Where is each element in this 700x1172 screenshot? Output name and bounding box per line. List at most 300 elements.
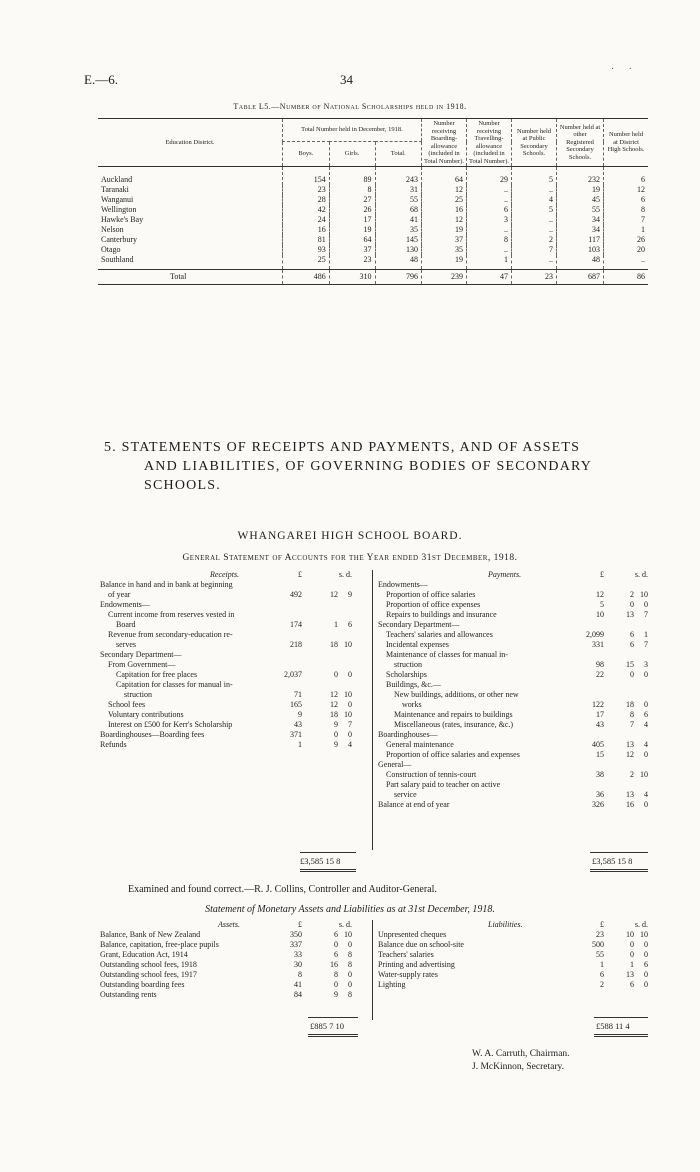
totals-district-high: 86: [604, 270, 649, 285]
statement-line: [378, 800, 648, 810]
section-title-line1: 5. STATEMENTS OF RECEIPTS AND PAYMENTS, AND OF ASSETS: [104, 440, 581, 455]
amount-shillings: 12: [626, 750, 634, 759]
amount-pence: 3: [644, 660, 648, 669]
statement-line: [100, 690, 368, 700]
cell-boys: 42: [283, 205, 330, 215]
totals-travelling: 47: [467, 270, 512, 285]
amount-shillings: 0: [334, 670, 338, 679]
amount-pence: 7: [644, 610, 648, 619]
amount-pence: 0: [644, 700, 648, 709]
amount-shillings: 0: [630, 950, 634, 959]
amount-pence: 10: [640, 770, 648, 779]
cell-travelling: ..: [467, 245, 512, 255]
amount-pence: 10: [344, 640, 352, 649]
amount-pounds: 8: [298, 970, 302, 979]
header-girls: Girls.: [329, 142, 375, 167]
cell-dhs: 12: [604, 185, 649, 195]
cell-registered: 34: [557, 215, 604, 225]
amount-pence: 0: [348, 670, 352, 679]
cell-girls: 37: [329, 245, 375, 255]
statement-line: [378, 660, 648, 670]
cell-total: 130: [375, 245, 422, 255]
amount-shillings: 6: [334, 930, 338, 939]
payments-total-double-rule: [590, 869, 648, 872]
cell-district: Wellington: [101, 205, 137, 214]
amount-pounds: 22: [596, 670, 604, 679]
line-label: Capitation for classes for manual in-: [116, 680, 233, 689]
assets-total: £885 7 10: [310, 1021, 344, 1031]
statement-line: [100, 740, 368, 750]
cell-public: 5: [512, 167, 557, 186]
statement-line: [100, 960, 368, 970]
amount-pence: 0: [644, 750, 648, 759]
statement-line: [378, 650, 648, 660]
amount-shillings: 0: [630, 600, 634, 609]
statement-line: [100, 640, 368, 650]
cell-district: Otago: [101, 245, 121, 254]
amount-pounds: 71: [294, 690, 302, 699]
cell-dhs: 20: [604, 245, 649, 255]
amount-shillings: 0: [334, 980, 338, 989]
table-row: [98, 225, 648, 235]
amount-pounds: 337: [290, 940, 302, 949]
amount-pounds: 5: [600, 600, 604, 609]
amount-shillings: 2: [630, 590, 634, 599]
amount-shillings: 13: [626, 970, 634, 979]
amount-pounds: 326: [592, 800, 604, 809]
amount-shillings: 13: [626, 740, 634, 749]
assets-heading: Assets.: [218, 920, 240, 929]
amount-shillings: 0: [334, 730, 338, 739]
cell-dhs: 1: [604, 225, 649, 235]
cell-dhs: 7: [604, 215, 649, 225]
cell-registered: 117: [557, 235, 604, 245]
assets-total-rule: [308, 1017, 358, 1018]
monetary-statement-title: Statement of Monetary Assets and Liabilities as at 31st December, 1918.: [205, 904, 495, 915]
line-label: Outstanding school fees, 1918: [100, 960, 197, 969]
statement-line: [378, 780, 648, 790]
header-boys: Boys.: [283, 142, 330, 167]
amount-pounds: 492: [290, 590, 302, 599]
amount-pounds: 55: [596, 950, 604, 959]
cell-boys: 154: [283, 167, 330, 186]
totals-registered: 687: [557, 270, 604, 285]
cell-boys: 81: [283, 235, 330, 245]
statement-line: [100, 930, 368, 940]
signature-secretary: J. McKinnon, Secretary.: [472, 1062, 564, 1072]
line-label: New buildings, additions, or other new: [394, 690, 519, 699]
amount-pence: 10: [344, 690, 352, 699]
cell-district: Hawke's Bay: [101, 215, 144, 224]
amount-pounds: 15: [596, 750, 604, 759]
amount-pounds: 1: [298, 740, 302, 749]
cell-dhs: 6: [604, 195, 649, 205]
amount-pounds: 38: [596, 770, 604, 779]
statement-line: [100, 700, 368, 710]
cell-boarding: 25: [422, 195, 467, 205]
cell-girls: 17: [329, 215, 375, 225]
signature-chairman: W. A. Carruth, Chairman.: [472, 1049, 570, 1059]
receipts-col-pounds: £: [298, 570, 302, 579]
amount-shillings: 6: [334, 950, 338, 959]
cell-registered: 103: [557, 245, 604, 255]
amount-pounds: 9: [298, 710, 302, 719]
line-label: Board: [116, 620, 136, 629]
cell-travelling: 6: [467, 205, 512, 215]
line-label: serves: [116, 640, 136, 649]
line-label: Balance due on school-site: [378, 940, 464, 949]
liabilities-col-shillings-pence: s. d.: [634, 920, 648, 929]
audit-note: Examined and found correct.—R. J. Collins, Controller and Auditor-General.: [128, 884, 437, 895]
amount-pounds: 84: [294, 990, 302, 999]
amount-shillings: 12: [330, 590, 338, 599]
line-label: works: [402, 700, 422, 709]
line-label: Balance, Bank of New Zealand: [100, 930, 201, 939]
amount-shillings: 8: [630, 710, 634, 719]
cell-girls: 26: [329, 205, 375, 215]
amount-pounds: 1: [600, 960, 604, 969]
amount-pounds: 500: [592, 940, 604, 949]
assets-divider: [372, 920, 373, 1020]
table-row: [98, 235, 648, 245]
amount-pence: 0: [644, 980, 648, 989]
liabilities-col-pounds: £: [600, 920, 604, 929]
cell-district: Canterbury: [101, 235, 137, 244]
amount-shillings: 0: [630, 670, 634, 679]
amount-shillings: 8: [334, 970, 338, 979]
amount-pence: 4: [644, 720, 648, 729]
line-label: From Government—: [108, 660, 176, 669]
cell-girls: 23: [329, 255, 375, 270]
cell-registered: 34: [557, 225, 604, 235]
amount-pence: 8: [348, 950, 352, 959]
receipts-total-double-rule: [300, 869, 356, 872]
amount-pence: 7: [644, 640, 648, 649]
line-label: Balance in hand and in bank at beginning: [100, 580, 233, 589]
payments-total-rule: [590, 852, 648, 853]
line-label: Revenue from secondary-education re-: [108, 630, 233, 639]
amount-pounds: 23: [596, 930, 604, 939]
section-title-line3: SCHOOLS.: [144, 478, 221, 493]
line-label: Unpresented cheques: [378, 930, 447, 939]
national-scholarships-table: [98, 118, 648, 285]
amount-pence: 0: [348, 730, 352, 739]
header-boarding: Number receiving Boarding-allowance (included in Total Number).: [422, 119, 467, 167]
amount-pence: 1: [644, 630, 648, 639]
cell-travelling: 3: [467, 215, 512, 225]
line-label: Balance at end of year: [378, 800, 450, 809]
amount-shillings: 0: [334, 940, 338, 949]
table-row: [98, 185, 648, 195]
statement-line: [100, 580, 368, 590]
amount-shillings: 12: [330, 690, 338, 699]
line-label: Miscellaneous (rates, insurance, &c.): [394, 720, 514, 729]
cell-district: Wanganui: [101, 195, 134, 204]
amount-pounds: 30: [294, 960, 302, 969]
statement-line: [100, 970, 368, 980]
amount-shillings: 9: [334, 720, 338, 729]
statement-line: [378, 970, 648, 980]
amount-pounds: 43: [294, 720, 302, 729]
receipts-total-rule: [300, 852, 356, 853]
cell-dhs: 6: [604, 167, 649, 186]
amount-shillings: 18: [626, 700, 634, 709]
amount-pence: 0: [644, 600, 648, 609]
amount-shillings: 1: [630, 960, 634, 969]
statement-line: [378, 730, 648, 740]
amount-pounds: 2,037: [284, 670, 302, 679]
line-label: Teachers' salaries: [378, 950, 434, 959]
cell-travelling: 29: [467, 167, 512, 186]
table-row: [98, 245, 648, 255]
statement-divider: [372, 570, 373, 850]
line-label: Construction of tennis-court: [386, 770, 477, 779]
cell-boarding: 19: [422, 255, 467, 270]
line-label: Teachers' salaries and allowances: [386, 630, 493, 639]
amount-pounds: 405: [592, 740, 604, 749]
board-name: WHANGAREI HIGH SCHOOL BOARD.: [237, 530, 463, 542]
line-label: Voluntary contributions: [108, 710, 184, 719]
line-label: struction: [124, 690, 152, 699]
line-label: Proportion of office expenses: [386, 600, 481, 609]
line-label: Incidental expenses: [386, 640, 449, 649]
statement-line: [100, 710, 368, 720]
amount-pounds: 12: [596, 590, 604, 599]
amount-pence: 0: [644, 800, 648, 809]
amount-pence: 10: [640, 590, 648, 599]
cell-registered: 45: [557, 195, 604, 205]
amount-pounds: 174: [290, 620, 302, 629]
cell-travelling: ..: [467, 225, 512, 235]
general-statement-title: General Statement of Accounts for the Year ended 31st December, 1918.: [182, 553, 518, 563]
liabilities-total-rule: [594, 1017, 648, 1018]
section-title-line2: AND LIABILITIES, OF GOVERNING BODIES OF SECONDARY: [144, 459, 593, 474]
statement-line: [378, 630, 648, 640]
liabilities-heading: Liabilities.: [488, 920, 523, 929]
statement-line: [100, 950, 368, 960]
cell-boys: 24: [283, 215, 330, 225]
payments-total: £3,585 15 8: [592, 856, 633, 866]
statement-line: [378, 610, 648, 620]
line-label: Endowments—: [378, 580, 428, 589]
header-total: Total.: [375, 142, 422, 167]
cell-registered: 232: [557, 167, 604, 186]
cell-public: 7: [512, 245, 557, 255]
amount-pence: 0: [644, 970, 648, 979]
amount-pounds: 350: [290, 930, 302, 939]
statement-line: [100, 940, 368, 950]
amount-pence: 0: [348, 980, 352, 989]
amount-shillings: 15: [626, 660, 634, 669]
statement-line: [378, 680, 648, 690]
cell-district: Taranaki: [101, 185, 129, 194]
statement-line: [378, 790, 648, 800]
assets-total-double-rule: [308, 1034, 358, 1037]
cell-total: 68: [375, 205, 422, 215]
page-reference: E.—6.: [84, 72, 118, 87]
cell-boarding: 37: [422, 235, 467, 245]
cell-boarding: 19: [422, 225, 467, 235]
line-label: Balance, capitation, free-place pupils: [100, 940, 219, 949]
statement-line: [378, 940, 648, 950]
amount-shillings: 12: [330, 700, 338, 709]
statement-line: [100, 720, 368, 730]
statement-line: [100, 990, 368, 1000]
line-label: Interest on £500 for Kerr's Scholarship: [108, 720, 233, 729]
cell-public: ..: [512, 255, 557, 270]
section-title: [104, 438, 644, 495]
amount-pounds: 10: [596, 610, 604, 619]
line-label: Secondary Department—: [378, 620, 460, 629]
amount-pounds: 17: [596, 710, 604, 719]
amount-pence: 8: [348, 990, 352, 999]
cell-public: ..: [512, 185, 557, 195]
line-label: Lighting: [378, 980, 406, 989]
liabilities-total-double-rule: [594, 1034, 648, 1037]
header-public: Number held at Public Secondary Schools.: [512, 119, 557, 167]
amount-pounds: 33: [294, 950, 302, 959]
assets-column: [100, 920, 368, 1000]
line-label: Outstanding rents: [100, 990, 157, 999]
amount-pence: 0: [348, 700, 352, 709]
cell-boys: 93: [283, 245, 330, 255]
receipts-total: £3,585 15 8: [300, 856, 341, 866]
statement-line: [378, 580, 648, 590]
cell-registered: 19: [557, 185, 604, 195]
totals-public: 23: [512, 270, 557, 285]
header-district-high: Number held at District High Schools.: [604, 119, 649, 167]
table-row: [98, 167, 648, 186]
cell-total: 31: [375, 185, 422, 195]
payments-column: [378, 570, 648, 810]
statement-line: [378, 960, 648, 970]
cell-total: 243: [375, 167, 422, 186]
assets-col-pounds: £: [298, 920, 302, 929]
receipts-heading: Receipts.: [210, 570, 240, 579]
amount-pence: 10: [344, 930, 352, 939]
statement-line: [100, 600, 368, 610]
table-row: [98, 205, 648, 215]
cell-dhs: 8: [604, 205, 649, 215]
amount-pence: 4: [348, 740, 352, 749]
header-registered: Number held at other Registered Secondary Schools.: [557, 119, 604, 167]
statement-line: [378, 770, 648, 780]
statement-line: [100, 980, 368, 990]
amount-shillings: 9: [334, 740, 338, 749]
cell-girls: 8: [329, 185, 375, 195]
statement-line: [100, 730, 368, 740]
amount-pence: 6: [644, 960, 648, 969]
cell-girls: 27: [329, 195, 375, 205]
totals-total: 796: [375, 270, 422, 285]
statement-line: [100, 610, 368, 620]
header-travelling: Number receiving Travelling-allowance (included in Total Number).: [467, 119, 512, 167]
totals-boarding: 239: [422, 270, 467, 285]
cell-travelling: ..: [467, 195, 512, 205]
cell-total: 41: [375, 215, 422, 225]
statement-line: [100, 680, 368, 690]
cell-public: 4: [512, 195, 557, 205]
cell-boarding: 12: [422, 215, 467, 225]
amount-shillings: 16: [330, 960, 338, 969]
liabilities-column: [378, 920, 648, 990]
line-label: School fees: [108, 700, 146, 709]
cell-public: ..: [512, 225, 557, 235]
amount-pence: 4: [644, 740, 648, 749]
statement-line: [378, 600, 648, 610]
statement-line: [378, 690, 648, 700]
statement-line: [378, 980, 648, 990]
amount-pence: 6: [348, 620, 352, 629]
cell-travelling: 1: [467, 255, 512, 270]
amount-shillings: 16: [626, 800, 634, 809]
line-label: General—: [378, 760, 412, 769]
amount-pounds: 41: [294, 980, 302, 989]
amount-pence: 7: [348, 720, 352, 729]
amount-pounds: 98: [596, 660, 604, 669]
cell-girls: 64: [329, 235, 375, 245]
liabilities-total: £588 11 4: [596, 1021, 630, 1031]
statement-line: [378, 750, 648, 760]
amount-shillings: 13: [626, 610, 634, 619]
line-label: Boardinghouses—Boarding fees: [100, 730, 205, 739]
amount-shillings: 6: [630, 640, 634, 649]
cell-boys: 25: [283, 255, 330, 270]
line-label: Proportion of office salaries and expenses: [386, 750, 520, 759]
receipts-col-shillings-pence: s. d.: [338, 570, 352, 579]
amount-pounds: 371: [290, 730, 302, 739]
statement-line: [378, 740, 648, 750]
assets-col-shillings-pence: s. d.: [338, 920, 352, 929]
payments-heading: Payments.: [488, 570, 522, 579]
cell-travelling: 8: [467, 235, 512, 245]
amount-pence: 4: [644, 790, 648, 799]
line-label: Endowments—: [100, 600, 150, 609]
amount-pence: 6: [644, 710, 648, 719]
line-label: Maintenance of classes for manual in-: [386, 650, 508, 659]
cell-total: 48: [375, 255, 422, 270]
table-row: [98, 195, 648, 205]
statement-line: [100, 670, 368, 680]
amount-shillings: 7: [630, 720, 634, 729]
amount-shillings: 1: [334, 620, 338, 629]
amount-shillings: 6: [630, 980, 634, 989]
line-label: service: [394, 790, 417, 799]
statement-line: [100, 630, 368, 640]
totals-boys: 486: [283, 270, 330, 285]
amount-pounds: 331: [592, 640, 604, 649]
cell-district: Southland: [101, 255, 134, 264]
line-label: Buildings, &c.—: [386, 680, 441, 689]
header-district: Education District.: [165, 138, 215, 146]
statement-line: [100, 590, 368, 600]
amount-pounds: 43: [596, 720, 604, 729]
cell-boarding: 35: [422, 245, 467, 255]
statement-line: [378, 930, 648, 940]
amount-pence: 0: [348, 940, 352, 949]
cell-boarding: 16: [422, 205, 467, 215]
payments-col-shillings-pence: s. d.: [634, 570, 648, 579]
table-row: [98, 255, 648, 270]
scan-marks: · ·: [610, 64, 638, 75]
amount-pounds: 165: [290, 700, 302, 709]
table-title: Table L5.—Number of National Scholarships held in 1918.: [233, 102, 467, 111]
statement-line: [378, 700, 648, 710]
cell-registered: 48: [557, 255, 604, 270]
statement-line: [378, 720, 648, 730]
cell-district: Auckland: [101, 175, 133, 184]
statement-line: [378, 760, 648, 770]
